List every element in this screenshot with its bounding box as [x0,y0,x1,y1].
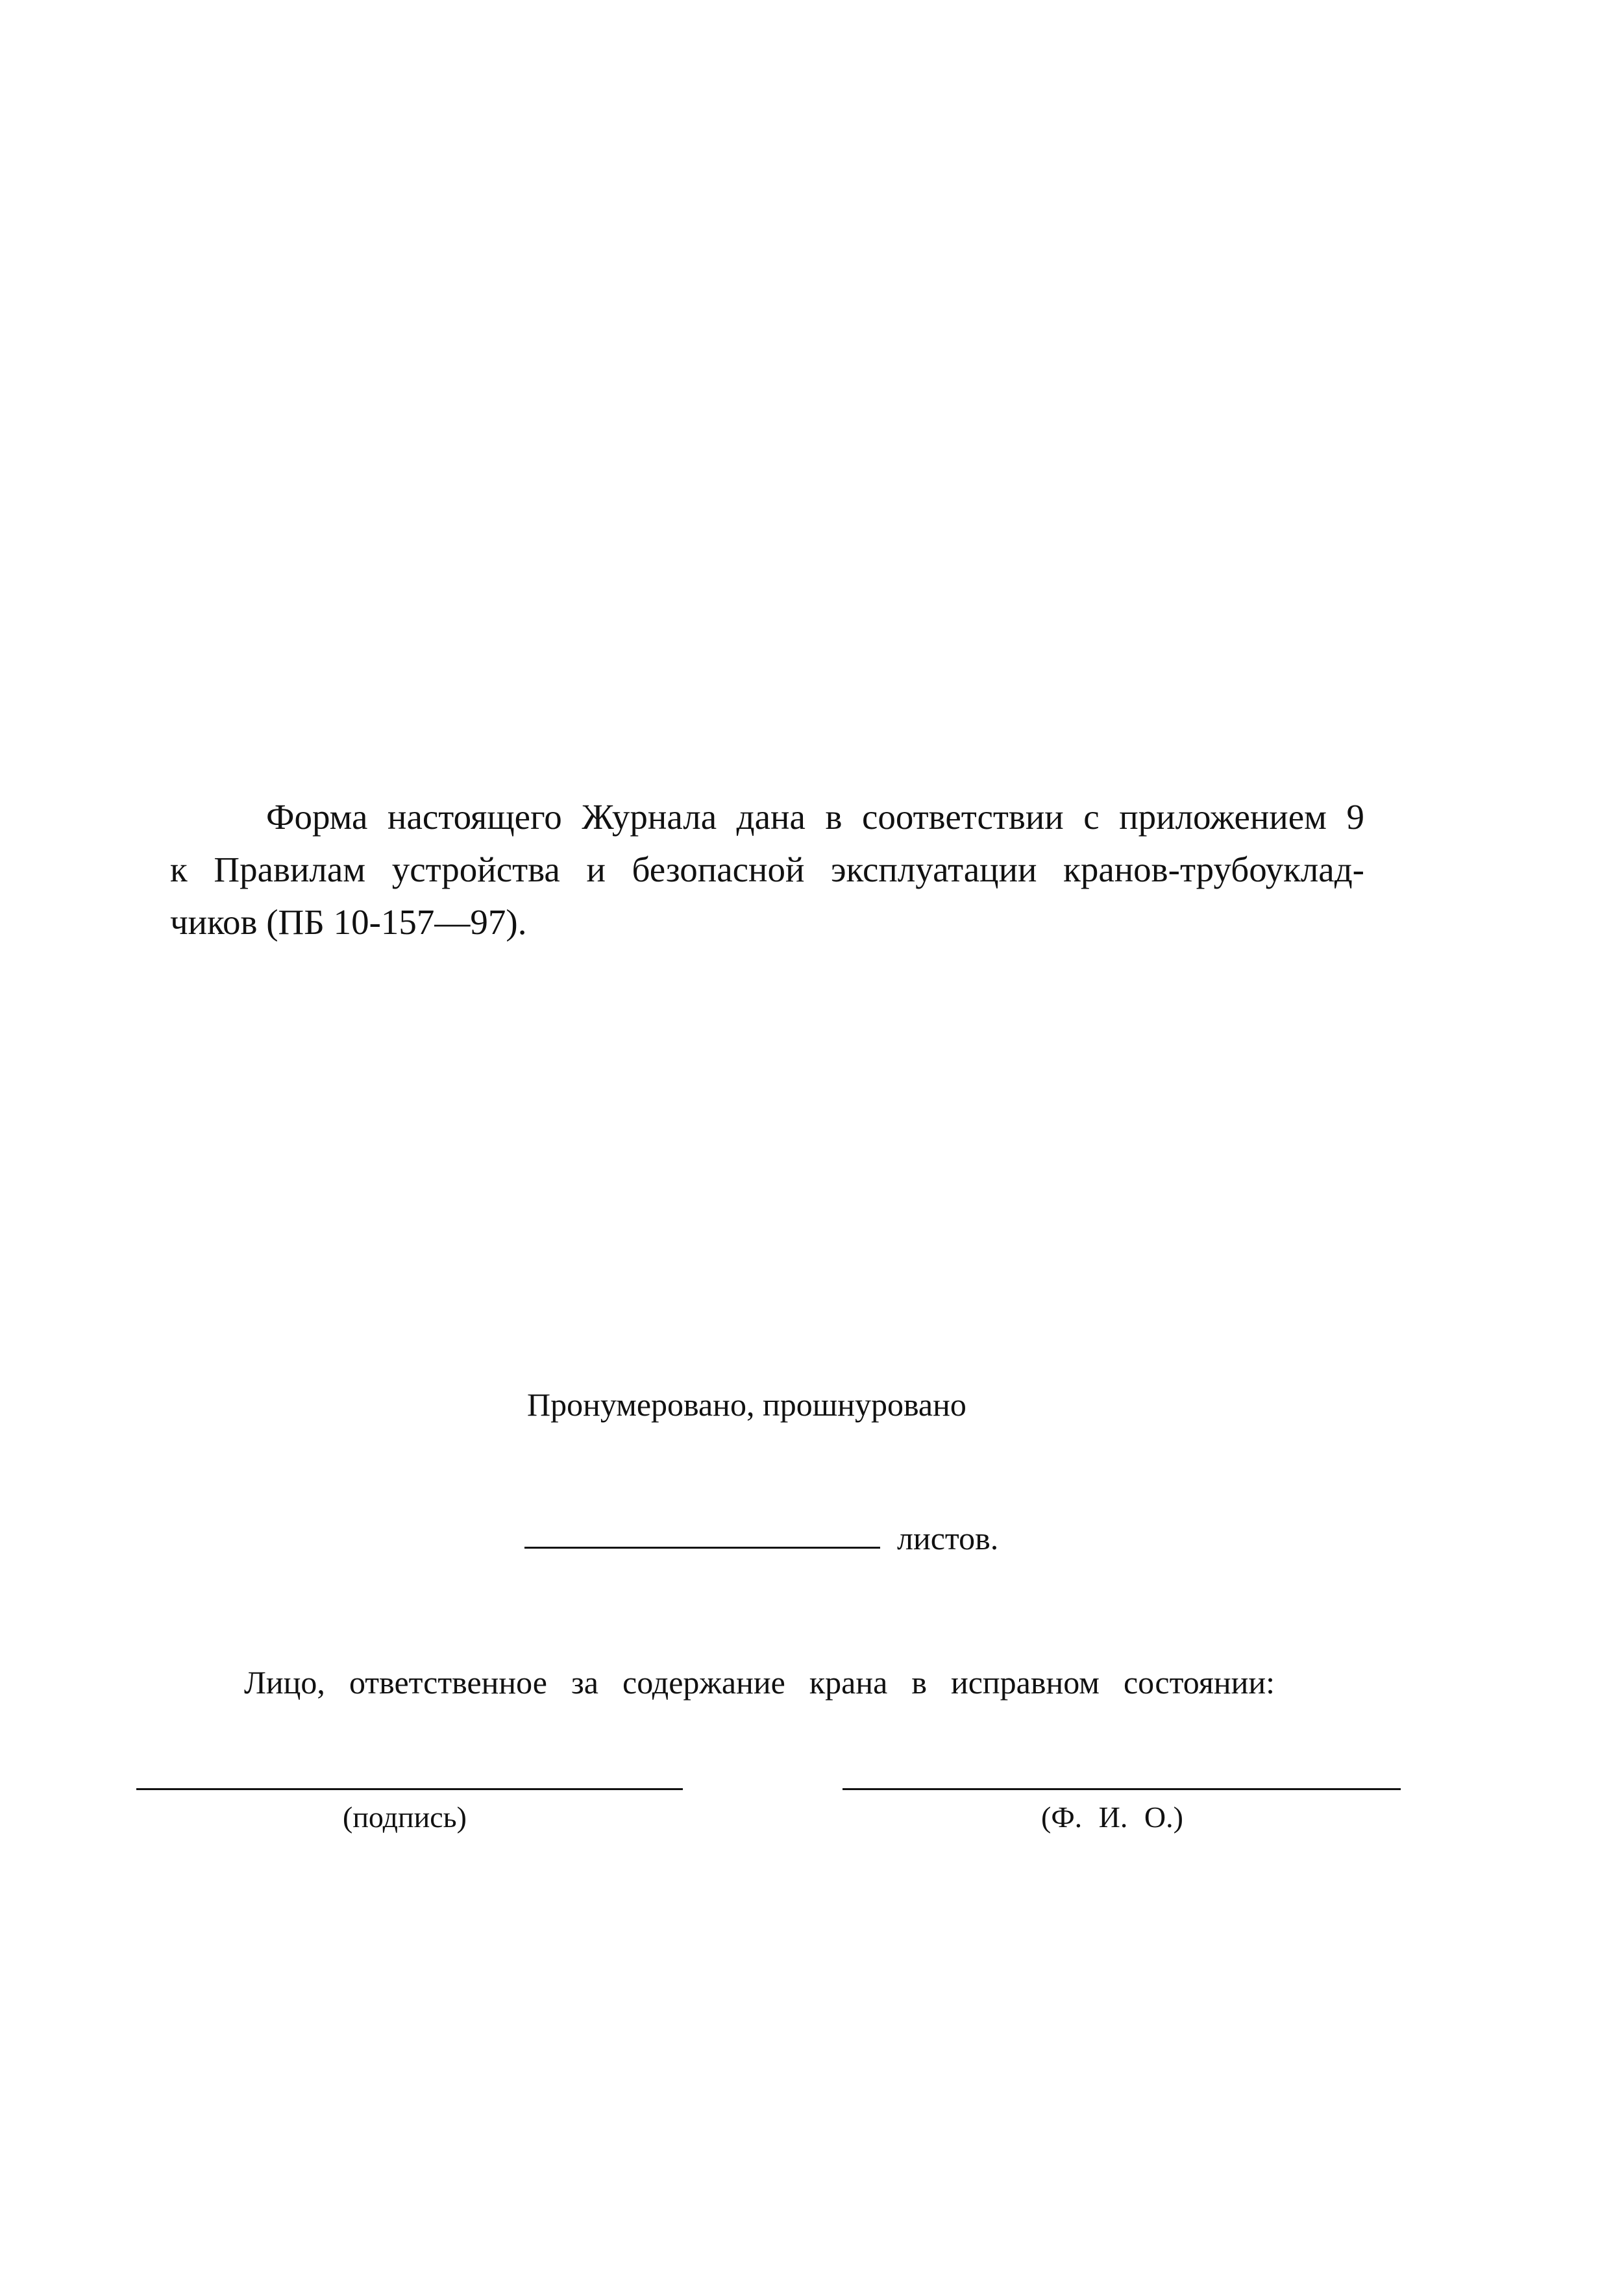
full-name-caption: (Ф. И. О.) [1041,1801,1183,1834]
signature-blank [136,1788,683,1790]
intro-line-2: к Правилам устройства и безопасной эксплуатации кранов-трубоуклад- [170,850,1364,889]
intro-paragraph [170,791,1364,948]
intro-line-1: Форма настоящего Журнала дана в соответствии с приложением 9 [266,797,1364,837]
responsible-person-label: Лицо, ответственное за содержание крана в исправном состоянии: [244,1664,1275,1701]
sheets-label: листов. [897,1520,999,1556]
sheets-count-blank [524,1547,880,1549]
intro-line-3: чиков (ПБ 10-157—97). [170,902,527,942]
numbered-statement: Пронумеровано, прошнуровано [527,1386,966,1423]
signature-caption: (подпись) [343,1801,467,1834]
full-name-blank [843,1788,1401,1790]
